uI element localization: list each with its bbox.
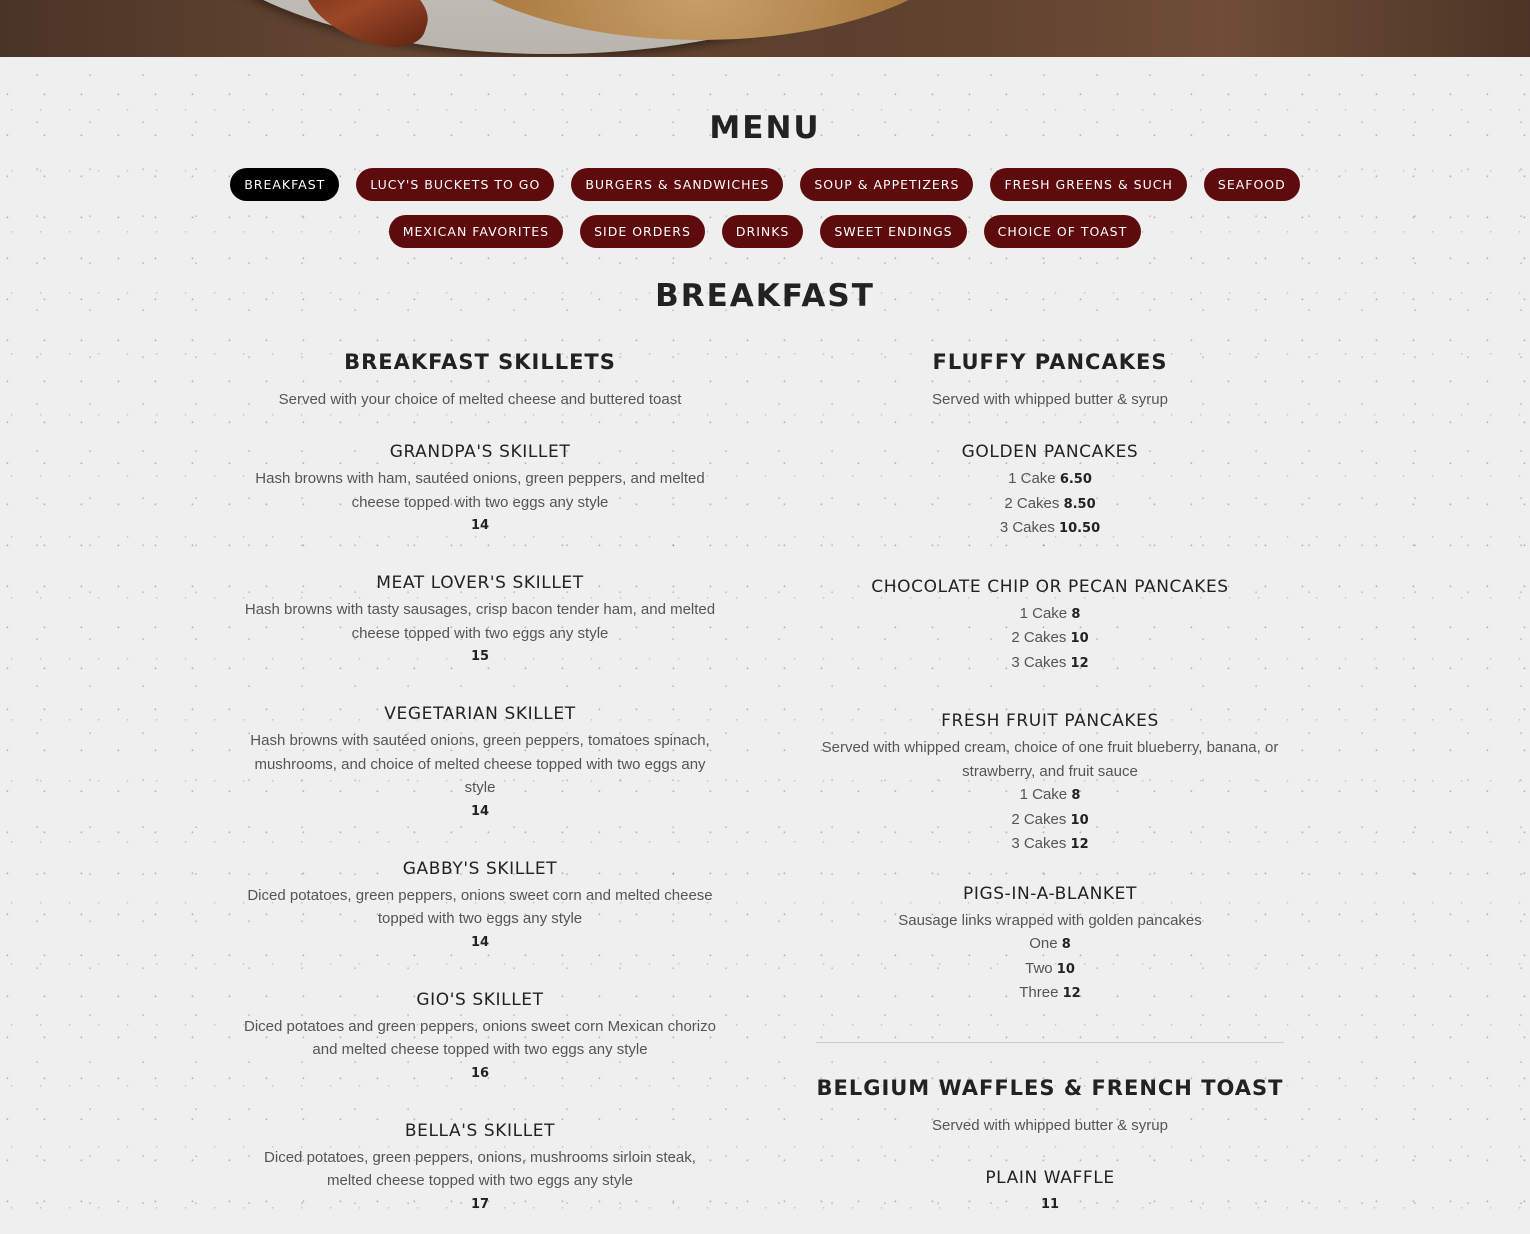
price-option: [810, 492, 1290, 517]
option-label: 3 Cakes: [1011, 653, 1067, 671]
price-option: [810, 602, 1290, 627]
tab-breakfast[interactable]: BREAKFAST: [230, 168, 339, 201]
option-price: 10.50: [1059, 521, 1101, 536]
pancakes-column: [810, 347, 1290, 1217]
item-name: GABBY'S SKILLET: [402, 858, 558, 879]
menu-item: [810, 882, 1290, 1006]
item-name: PLAIN WAFFLE: [985, 1167, 1115, 1188]
option-price: 12: [1062, 986, 1081, 1001]
item-description: Sausage links wrapped with golden pancakes: [898, 911, 1202, 929]
category-title: BELGIUM WAFFLES & FRENCH TOAST: [816, 1075, 1284, 1100]
menu-tabs-row-1: [0, 168, 1530, 201]
tab-sweet-endings[interactable]: SWEET ENDINGS: [820, 215, 966, 248]
option-price: 8: [1071, 606, 1081, 622]
item-price: 14: [470, 518, 490, 533]
item-name: MEAT LOVER'S SKILLET: [376, 573, 584, 593]
item-price: 15: [470, 649, 490, 664]
option-label: 1 Cake: [1008, 470, 1056, 487]
option-label: 3 Cakes: [999, 519, 1055, 536]
tab-soup-appetizers[interactable]: SOUP & APPETIZERS: [800, 168, 973, 201]
menu-item: [240, 857, 720, 955]
option-label: 2 Cakes: [1011, 810, 1067, 828]
hero-image: [0, 0, 1530, 57]
option-price: 8: [1061, 937, 1071, 952]
item-description: Diced potatoes, green peppers, onions, mushrooms sirloin steak, melted cheese topped with two eggs any style: [264, 1148, 696, 1189]
price-option: [810, 957, 1290, 982]
option-label: 1 Cake: [1019, 786, 1068, 803]
item-name: PIGS-IN-A-BLANKET: [963, 883, 1137, 904]
option-label: 2 Cakes: [1004, 494, 1060, 512]
menu-item: [240, 988, 720, 1086]
price-option: [810, 516, 1290, 541]
menu-item: [810, 709, 1290, 857]
tab-fresh-greens-such[interactable]: FRESH GREENS & SUCH: [990, 168, 1186, 201]
item-name: CHOCOLATE CHIP OR PECAN PANCAKES: [871, 576, 1229, 597]
option-price: 10: [1070, 631, 1089, 646]
section-divider: [816, 1042, 1284, 1043]
option-price: 8: [1071, 788, 1081, 803]
price-option: [810, 626, 1290, 651]
option-price: 6.50: [1059, 472, 1092, 487]
item-name: FRESH FRUIT PANCAKES: [941, 711, 1159, 731]
option-label: 1 Cake: [1019, 604, 1068, 622]
item-name: VEGETARIAN SKILLET: [384, 704, 576, 724]
item-price: 14: [470, 934, 490, 950]
menu-item: [810, 1166, 1290, 1217]
option-label: Two: [1025, 959, 1053, 977]
tab-choice-of-toast[interactable]: CHOICE OF TOAST: [984, 215, 1142, 248]
item-price: 14: [470, 803, 490, 819]
option-price: 10: [1070, 812, 1089, 828]
tab-seafood[interactable]: SEAFOOD: [1204, 168, 1300, 201]
menu-title: MENU: [709, 110, 821, 146]
price-option: [810, 467, 1290, 492]
price-option: [810, 832, 1290, 857]
item-description: Hash browns with ham, sautéed onions, green peppers, and melted cheese topped with two eggs any style: [255, 470, 705, 511]
item-name: GOLDEN PANCAKES: [961, 442, 1139, 462]
menu-item: [240, 1119, 720, 1217]
menu-item: [810, 575, 1290, 676]
item-description: Hash browns with tasty sausages, crisp bacon tender ham, and melted cheese topped with two eggs any style: [244, 601, 716, 642]
item-name: BELLA'S SKILLET: [404, 1120, 556, 1141]
option-label: Three: [1019, 984, 1059, 1001]
option-price: 12: [1070, 655, 1089, 671]
tab-mexican-favorites[interactable]: MEXICAN FAVORITES: [389, 215, 563, 248]
menu-item: [240, 702, 720, 824]
menu-item: [810, 440, 1290, 541]
tab-lucys-buckets-to-go[interactable]: LUCY'S BUCKETS TO GO: [356, 168, 554, 201]
menu-tabs-row-2: [0, 215, 1530, 248]
item-price: 17: [470, 1196, 490, 1212]
section-title: BREAKFAST: [655, 278, 875, 314]
option-label: One: [1029, 935, 1058, 952]
option-price: 12: [1070, 837, 1089, 852]
item-description: Diced potatoes, green peppers, onions sweet corn and melted cheese topped with two eggs any style: [247, 886, 713, 927]
option-price: 10: [1056, 961, 1075, 977]
category-description: Served with whipped butter & syrup: [932, 391, 1168, 408]
item-name: GIO'S SKILLET: [416, 989, 544, 1010]
category-title: BREAKFAST SKILLETS: [344, 350, 616, 374]
item-price: 16: [470, 1065, 490, 1081]
tab-burgers-sandwiches[interactable]: BURGERS & SANDWICHES: [571, 168, 783, 201]
bacon-graphic: [292, 0, 437, 57]
skillets-column: [240, 347, 720, 1217]
price-option: [810, 783, 1290, 808]
category-description: Served with your choice of melted cheese and buttered toast: [278, 391, 682, 408]
tab-drinks[interactable]: DRINKS: [722, 215, 803, 248]
option-price: 8.50: [1063, 496, 1096, 512]
item-name: GRANDPA'S SKILLET: [389, 442, 571, 462]
tab-side-orders[interactable]: SIDE ORDERS: [580, 215, 705, 248]
price-option: [810, 651, 1290, 676]
menu-item: [240, 571, 720, 669]
category-title: FLUFFY PANCAKES: [932, 350, 1168, 374]
price-option: [810, 932, 1290, 957]
item-description: Hash browns with sautéed onions, green peppers, tomatoes spinach, mushrooms, and choice of melted cheese topped with two eggs any style: [250, 732, 710, 796]
category-description: Served with whipped butter & syrup: [932, 1116, 1168, 1134]
item-description: Diced potatoes and green peppers, onions sweet corn Mexican chorizo and melted cheese topped with two eggs any style: [244, 1017, 716, 1058]
menu-item: [240, 440, 720, 538]
item-description: Served with whipped cream, choice of one fruit blueberry, banana, or strawberry, and fruit sauce: [821, 739, 1279, 780]
price-option: [810, 981, 1290, 1006]
item-price: 11: [1040, 1196, 1060, 1212]
option-label: 2 Cakes: [1011, 629, 1067, 646]
option-label: 3 Cakes: [1011, 835, 1067, 852]
price-option: [810, 808, 1290, 833]
